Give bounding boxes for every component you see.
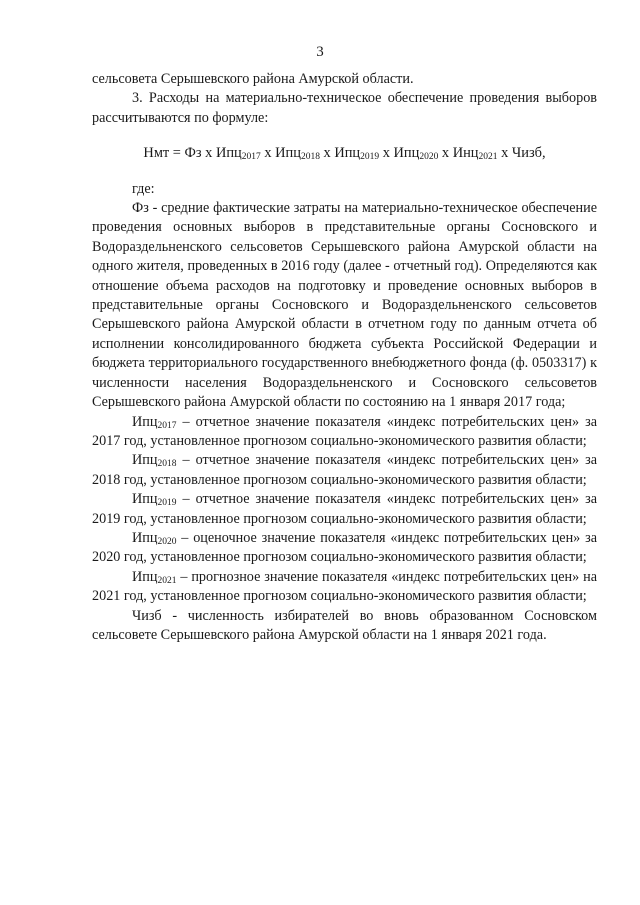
document-body xyxy=(92,70,597,645)
formula-sub-2020: 2020 xyxy=(419,152,439,163)
formula-sub-2018: 2018 xyxy=(300,152,320,163)
ipc-2021-sub: 2021 xyxy=(157,575,177,586)
definition-ipc-2017 xyxy=(92,413,597,452)
ipc-2021-term: Ипц xyxy=(132,568,158,585)
ipc-2018-sub: 2018 xyxy=(157,459,177,470)
ipc-2019-term: Ипц xyxy=(132,491,158,508)
intro-continuation: сельсовета Серышевского района Амурской области. xyxy=(92,71,414,87)
formula-sub-2019: 2019 xyxy=(360,152,380,163)
formula-sub-2017: 2017 xyxy=(241,152,261,163)
formula-term-5: х Инц xyxy=(438,145,479,162)
formula-sub-2021: 2021 xyxy=(478,152,498,163)
formula-term-3: х Ипц xyxy=(319,145,361,162)
formula-term-6: х Чизб, xyxy=(497,145,546,162)
definition-ipc-2020 xyxy=(92,529,597,568)
ipc-2020-term: Ипц xyxy=(132,529,158,546)
ipc-2020-text: – оценочное значение показателя «индекс потребительских цен» за 2020 год, установленное прогнозом социально-экономического развития области; xyxy=(92,529,597,566)
page-number: 3 xyxy=(316,44,324,60)
definition-ipc-2021 xyxy=(92,568,597,607)
ipc-2017-sub: 2017 xyxy=(157,420,177,431)
definition-chizb: Чизб - численность избирателей во вновь образованном Сосновском сельсовете Серышевского района Амурской области на 1 января 2021 года. xyxy=(92,607,597,643)
ipc-2018-text: – отчетное значение показателя «индекс потребительских цен» за 2018 год, установленное прогнозом социально-экономического развития области; xyxy=(92,452,597,488)
ipc-2018-term: Ипц xyxy=(132,452,158,469)
ipc-2019-sub: 2019 xyxy=(157,498,177,509)
definition-ipc-2018 xyxy=(92,451,597,490)
ipc-2019-text: – отчетное значение показателя «индекс потребительских цен» за 2019 год, установленное прогнозом социально-экономического развития области; xyxy=(92,491,597,527)
ipc-2017-term: Ипц xyxy=(132,413,158,430)
item-3-paragraph: 3. Расходы на материально-техническое обеспечение проведения выборов рассчитываются по формуле: xyxy=(92,90,597,126)
ipc-2017-text: – отчетное значение показателя «индекс потребительских цен» за 2017 год, установленное прогнозом социально-экономического развития области; xyxy=(92,413,597,449)
formula-term-2: х Ипц xyxy=(260,145,301,162)
formula-lhs: Нмт = Фз х Ипц xyxy=(143,145,242,162)
formula xyxy=(92,144,597,163)
definition-fz: Фз - средние фактические затраты на материально-техническое обеспечение проведения основных выборов в представительные органы Сосновского и Водораздельненского сельсоветов Серышевского района Амурской области на одного жителя, проведенных в 2016 году (далее - отчетный год). Определяются как отношение объема расходов на подготовку и проведение основных выборов в представительные органы Сосновского и Водораздельненского сельсоветов Серышевского района Амурской области в отчетном году по данным отчета об исполнении консолидированного бюджета субъекта Российской Федерации и бюджета территориального государственного внебюджетного фонда (ф. 0503317) к численности населения Водораздельненского и Сосновского сельсоветов Серышевского района Амурской области по состоянию на 1 января 2017 года; xyxy=(92,200,597,411)
ipc-2021-text: – прогнозное значение показателя «индекс потребительских цен» на 2021 год, установленное прогнозом социально-экономического развития области; xyxy=(92,568,597,605)
ipc-2020-sub: 2020 xyxy=(157,536,177,547)
where-label: где: xyxy=(132,180,155,197)
formula-term-4: х Ипц xyxy=(379,145,420,162)
definition-ipc-2019 xyxy=(92,490,597,529)
